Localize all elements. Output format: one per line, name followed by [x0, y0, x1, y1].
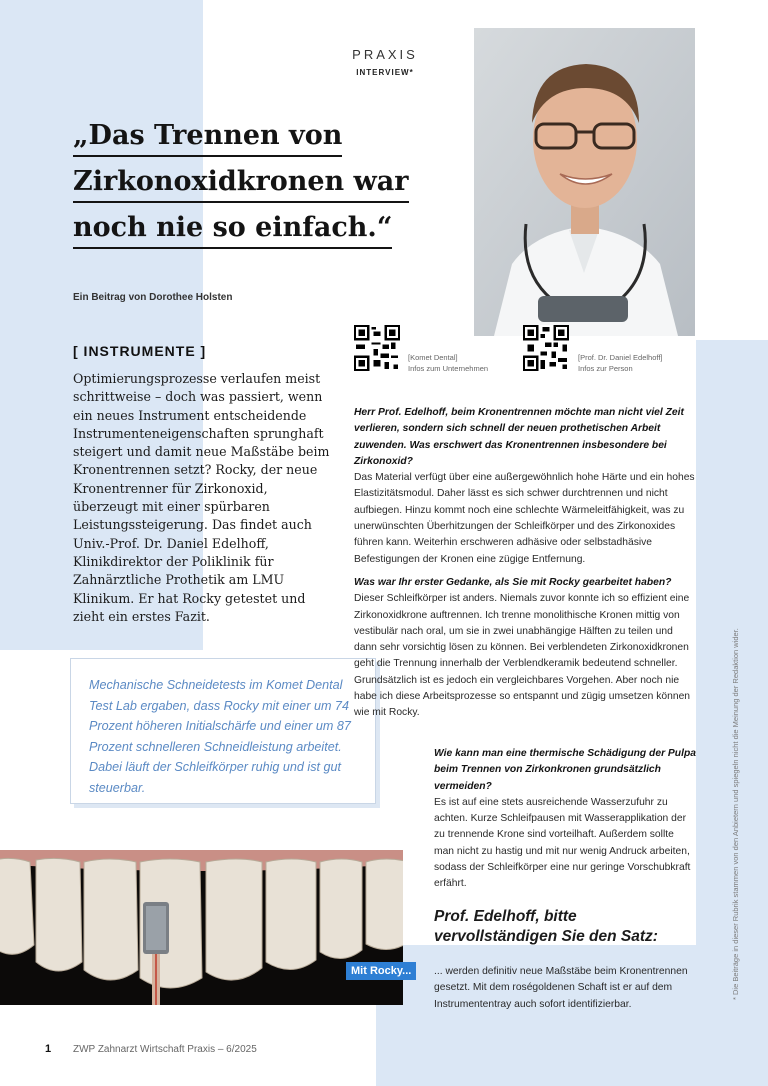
interview-question: Wie kann man eine thermische Schädigung der Pulpa beim Trennen von Zirkonkronen grundsätzlich vermeiden?	[434, 748, 696, 792]
qr-caption-subtitle: Infos zum Unternehmen	[408, 364, 489, 373]
intro-text: Optimierungsprozesse verlaufen meist schrittweise – doch was passiert, wenn ein neues Instrument entscheidende Instrumenteneigenschaften sprunghaft steigert und damit neue Maßstäbe beim Kronentrennen setzt? Rocky, der neue Kronentrenner für Zirkonoxid, überzeugt mit einer spürbaren Leistungssteigerung. Das findet auch Univ.-Prof. Dr. Daniel Edelhoff, Klinikdirektor der Poliklinik für Zahnärztliche Prothetik am LMU Klinikum. Er hat Rocky getestet und zieht ein erstes Fazit.	[73, 371, 330, 624]
headline-line: Zirkonoxidkronen war	[73, 168, 409, 203]
qr-code-company[interactable]	[354, 325, 400, 371]
highlight-label: Mit Rocky...	[346, 962, 416, 980]
section-sublabel: INTERVIEW*	[356, 68, 414, 77]
publication-footer: ZWP Zahnarzt Wirtschaft Praxis – 6/2025	[73, 1044, 257, 1055]
teeth-photo	[0, 850, 403, 1005]
portrait-photo	[474, 28, 695, 336]
category-tag: [ INSTRUMENTE ]	[73, 343, 207, 359]
qr-code-person[interactable]	[523, 325, 569, 371]
interview-question: Herr Prof. Edelhoff, beim Kronentrennen möchte man nicht viel Zeit verlieren, sondern sich schnell der neuen prothetischen Arbeit zuwenden. Was erschwert das Kronentrennen insbesondere bei Zirkonoxid?	[354, 407, 684, 467]
interview-block-1	[354, 405, 696, 568]
closing-answer: ... werden definitiv neue Maßstäbe beim Kronentrennen gesetzt. Mit dem roségoldenen Schaft ist er auf dem Instrumententray auch sofort identifizierbar.	[434, 966, 688, 1010]
interview-answer: Das Material verfügt über eine außergewöhnlich hohe Härte und ein hohes Elastizitätsmodul. Daher lässt es sich schwer durchtrennen und nicht aufbiegen. Hinzu kommt noch eine schlechte Wärmeleitfähigkeit, was zu unerwünschten Überhitzungen der Schleifkörper und des Zirkonoxides führen kann. Weiterhin erschweren adhäsive oder selbstadhäsive Befestigungen der Kronen eine zügige Entfernung.	[354, 472, 695, 565]
quote-text: Mechanische Schneidetests im Komet Dental Test Lab ergaben, dass Rocky mit einer um 74 Prozent höheren Initialschärfe und einer um 87 Prozent schnelleren Schneidleistung arbeitet. Dabei läuft der Schleifkörper ruhig und ist gut steuerbar.	[89, 678, 351, 795]
interview-block-3	[434, 746, 696, 893]
closing-prompt: Prof. Edelhoff, bitte vervollständigen Sie den Satz:	[434, 908, 658, 945]
interview-answer: Es ist auf eine stets ausreichende Wasserzufuhr zu achten. Kurze Schleifpausen mit Wasserapplikation der zu trennende Krone sind vorteilhaft. Außerdem sollte man nicht zu hastig und mit nur wenig Andruck arbeiten, sodass der Schleifkörper eine nur geringe Vorschubkraft erfährt.	[434, 796, 691, 890]
qr-caption-person	[578, 352, 663, 374]
disclaimer-note: * Die Beiträge in dieser Rubrik stammen von den Anbietern und spiegeln nicht die Meinung der Redaktion wider.	[731, 628, 740, 1000]
page-number: 1	[45, 1043, 52, 1055]
headline	[73, 122, 443, 260]
qr-caption-subtitle: Infos zur Person	[578, 364, 633, 373]
qr-caption-company	[408, 352, 488, 374]
interview-question: Was war Ihr erster Gedanke, als Sie mit Rocky gearbeitet haben?	[354, 577, 672, 588]
section-label: PRAXIS	[352, 47, 418, 62]
interview-block-2	[354, 575, 696, 722]
headline-line: „Das Trennen von	[73, 122, 342, 157]
headline-line: noch nie so einfach.“	[73, 214, 392, 249]
qr-caption-title: [Komet Dental]	[408, 353, 458, 362]
byline: Ein Beitrag von Dorothee Holsten	[73, 292, 233, 303]
quote-box	[70, 658, 376, 804]
interview-answer: Dieser Schleifkörper ist anders. Niemals zuvor konnte ich so effizient eine Zirkonoxidkrone auftrennen. Ich trenne monolithische Kronen mittig von vestibulär nach oral, um sie in zwei unabhängige Hälften zu teilen und dann sehr vorsichtig lösen zu können. Bei verblendeten Zirkonoxidkronen geht die Trennung innerhalb der Verblendkeramik bedeutend schneller. Grundsätzlich ist es jedoch ein vergleichbares Vorgehen. Aber noch nie habe ich diese Arbeitsprozesse so entspannt und zügig umsetzen können wie mit Rocky.	[354, 593, 691, 719]
qr-caption-title: [Prof. Dr. Daniel Edelhoff]	[578, 353, 663, 362]
